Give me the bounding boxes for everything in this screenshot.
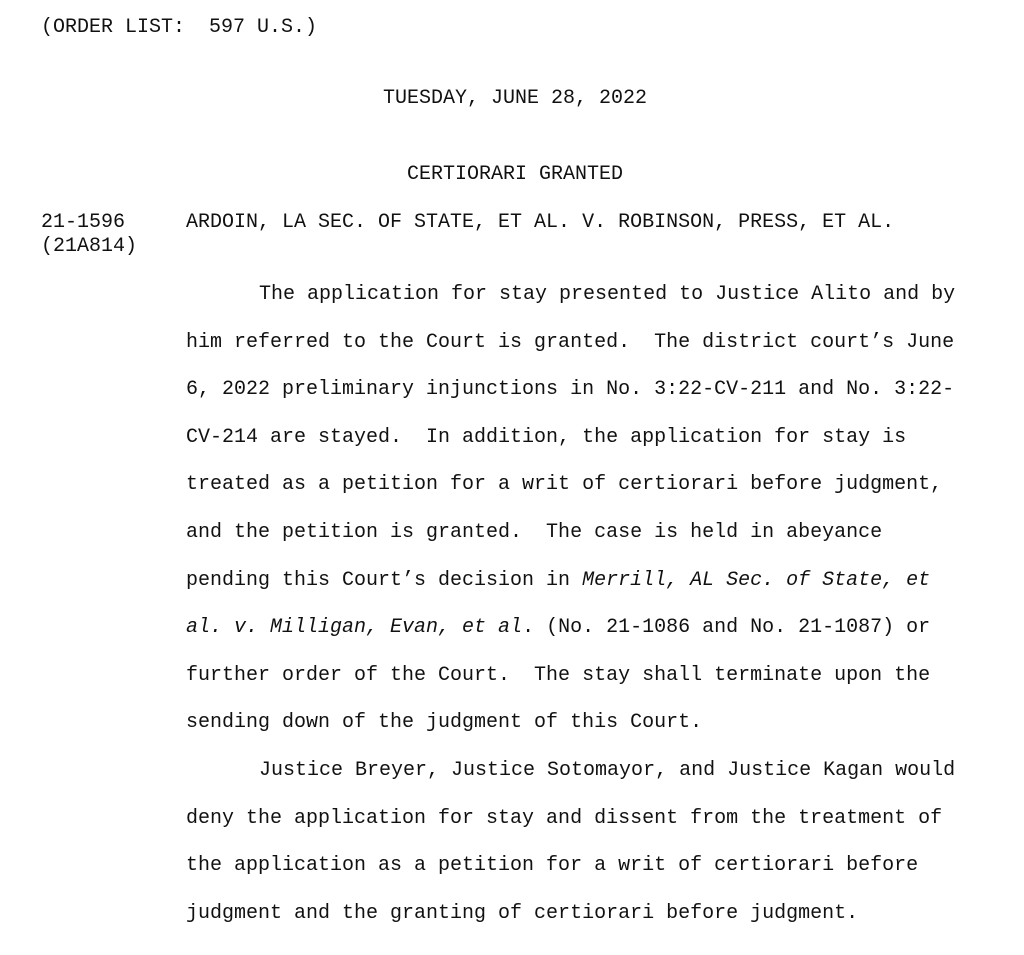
paragraph-2-line-3: the application as a petition for a writ of certiorari before xyxy=(186,854,919,877)
paragraph-1-line-2: him referred to the Court is granted. The district court’s June xyxy=(186,331,955,354)
paragraph-2-line-1: Justice Breyer, Justice Sotomayor, and Justice Kagan would xyxy=(259,759,956,782)
paragraph-1-line-1: The application for stay presented to Justice Alito and by xyxy=(259,283,956,306)
paragraph-1-line-8 xyxy=(186,616,930,640)
case-citation-part-2: al. v. Milligan, Evan, et al xyxy=(186,616,523,639)
application-number: (21A814) xyxy=(41,235,138,258)
case-caption: ARDOIN, LA SEC. OF STATE, ET AL. V. ROBINSON, PRESS, ET AL. xyxy=(186,211,895,234)
section-heading: CERTIORARI GRANTED xyxy=(406,163,624,186)
paragraph-1-line-6: and the petition is granted. The case is held in abeyance xyxy=(186,521,883,544)
paragraph-1-line-3: 6, 2022 preliminary injunctions in No. 3:22-CV-211 and No. 3:22- xyxy=(186,378,955,401)
paragraph-1-line-4: CV-214 are stayed. In addition, the application for stay is xyxy=(186,426,907,449)
docket-number: 21-1596 xyxy=(41,211,126,234)
order-date: TUESDAY, JUNE 28, 2022 xyxy=(382,87,648,110)
line-7-text: pending this Court’s decision in xyxy=(186,569,583,592)
line-8-text: . (No. 21-1086 and No. 21-1087) or xyxy=(522,616,931,639)
order-list-header: (ORDER LIST: 597 U.S.) xyxy=(41,16,318,39)
case-citation-part-1: Merrill, AL Sec. of State, et xyxy=(582,569,931,592)
paragraph-1-line-10: sending down of the judgment of this Court. xyxy=(186,711,703,734)
paragraph-2-line-4: judgment and the granting of certiorari before judgment. xyxy=(186,902,859,925)
paragraph-1-line-5: treated as a petition for a writ of certiorari before judgment, xyxy=(186,473,943,496)
paragraph-1-line-7 xyxy=(186,569,930,593)
paragraph-2-line-2: deny the application for stay and dissent from the treatment of xyxy=(186,807,943,830)
paragraph-1-line-9: further order of the Court. The stay shall terminate upon the xyxy=(186,664,931,687)
